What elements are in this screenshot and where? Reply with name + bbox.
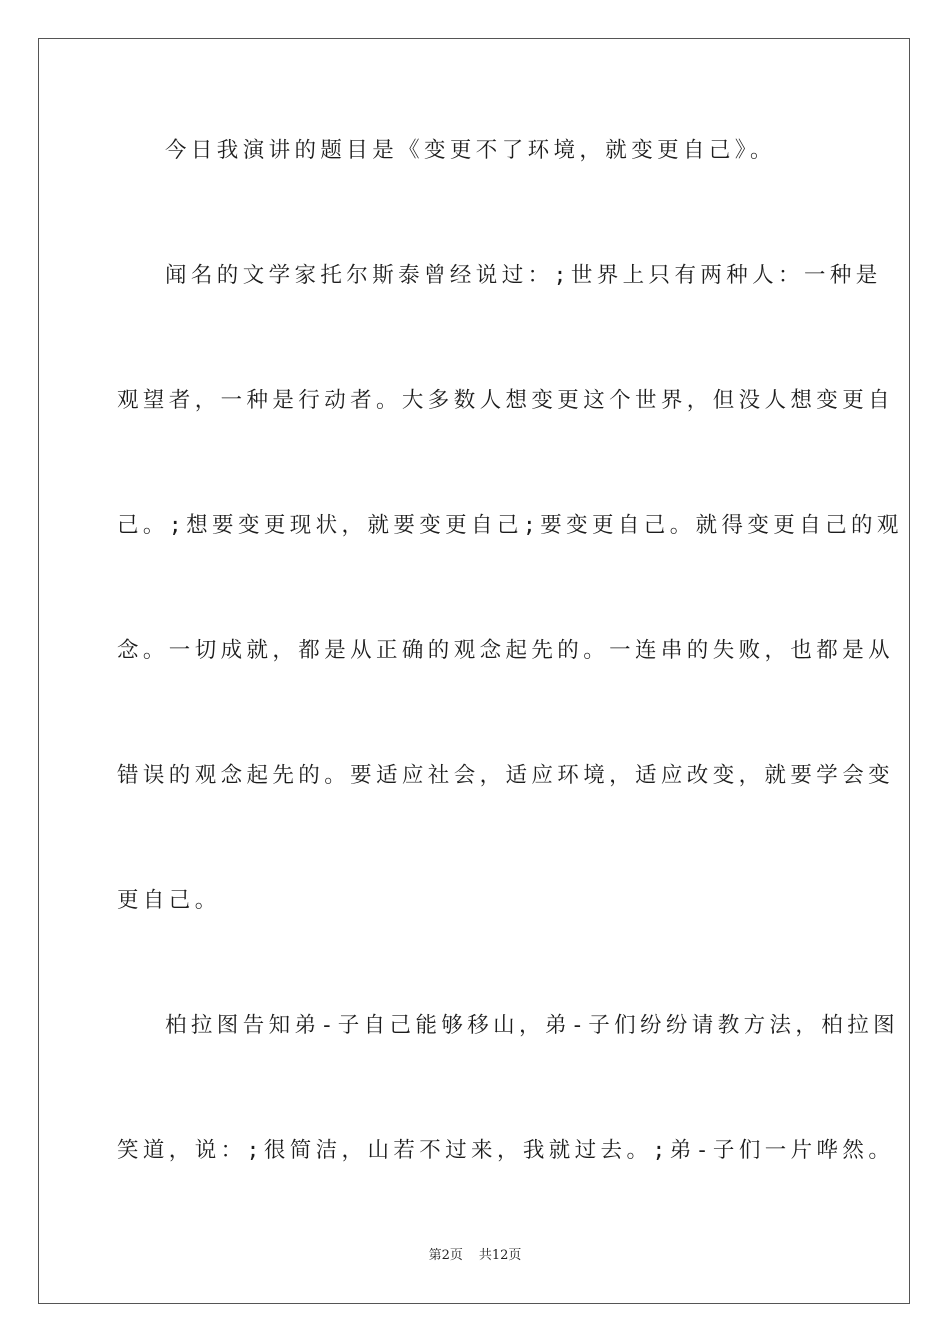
paragraph-1-line-1: 今日我演讲的题目是《变更不了环境，就变更自己》。 xyxy=(165,138,776,163)
paragraph-2-line-3: 己。;想要变更现状，就要变更自己;要变更自己。就得变更自己的观 xyxy=(117,513,903,538)
paragraph-2-line-4: 念。一切成就，都是从正确的观念起先的。一连串的失败，也都是从 xyxy=(117,638,895,663)
paragraph-2-line-5: 错误的观念起先的。要适应社会，适应环境，适应改变，就要学会变 xyxy=(117,763,895,788)
paragraph-3-line-1: 柏拉图告知弟-子自己能够移山，弟-子们纷纷请教方法，柏拉图 xyxy=(165,1013,899,1038)
page-border xyxy=(38,38,910,1304)
paragraph-2-line-2: 观望者，一种是行动者。大多数人想变更这个世界，但没人想变更自 xyxy=(117,388,895,413)
page-footer xyxy=(0,1246,950,1266)
paragraph-2-line-1: 闻名的文学家托尔斯泰曾经说过：;世界上只有两种人：一种是 xyxy=(165,263,882,288)
page-number: 第2页 xyxy=(428,1248,463,1263)
page-total: 共12页 xyxy=(478,1248,522,1263)
paragraph-2-line-6: 更自己。 xyxy=(117,888,221,913)
paragraph-3-line-2: 笑道，说：;很简洁，山若不过来，我就过去。;弟-子们一片哗然。 xyxy=(117,1138,895,1163)
